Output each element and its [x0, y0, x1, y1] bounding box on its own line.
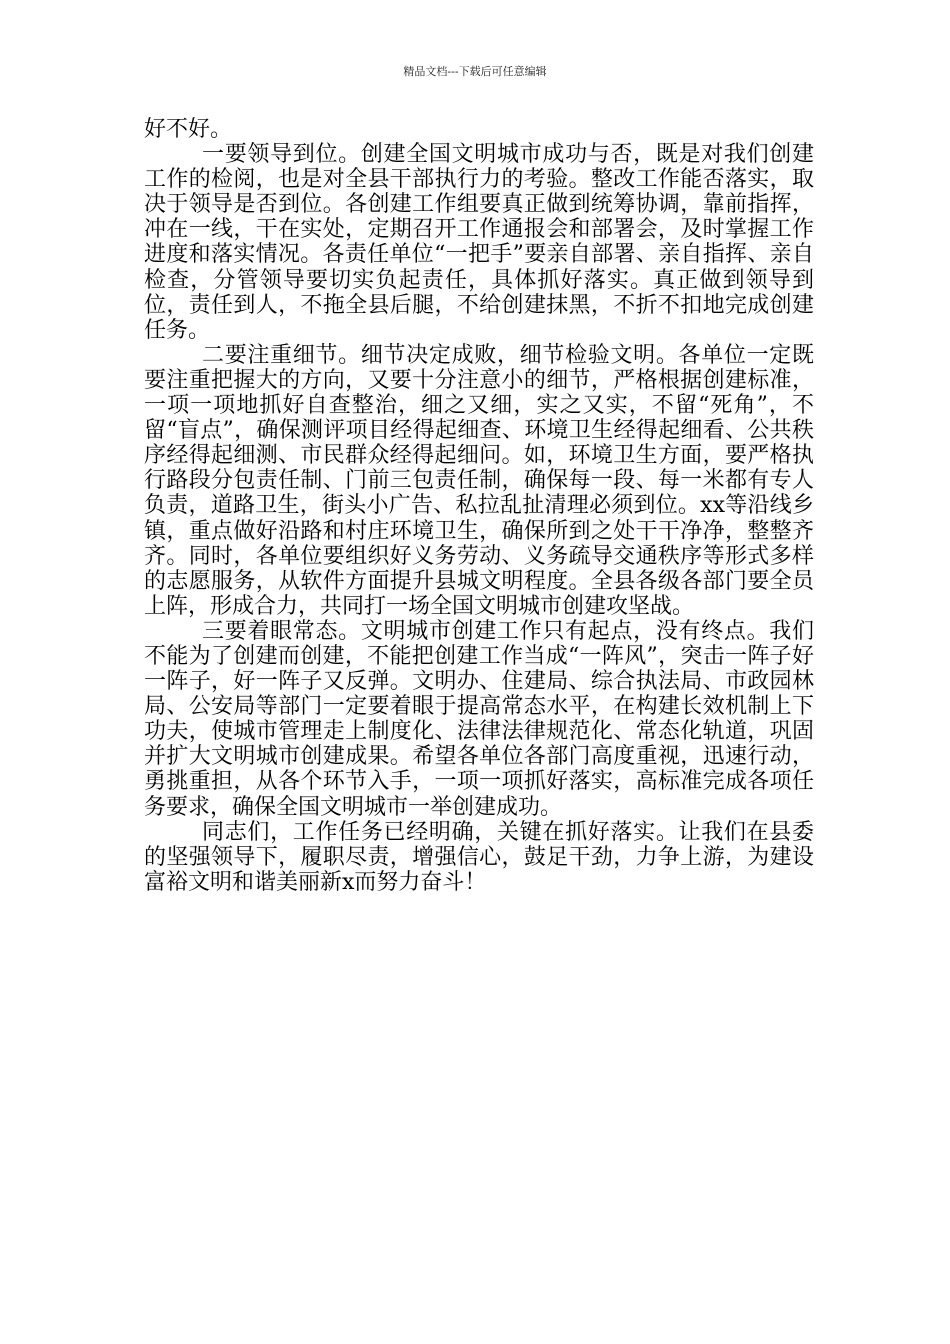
paragraph-continuation: 好不好。 — [144, 117, 233, 142]
paragraph-normalization: 三要着眼常态。文明城市创建工作只有起点，没有终点。我们不能为了创建而创建，不能把创建工作当成“一阵风”，突击一阵子好一阵子，好一阵子又反弹。文明办、住建局、综合执法局、市政园林局、公安局等部门一定要着眼于提高常态水平，在构建长效机制上下功夫，使城市管理走上制度化、法律法律规范化、常态化轨道，巩固并扩大文明城市创建成果。希望各单位各部门高度重视，迅速行动，勇挑重担，从各个环节入手，一项一项抓好落实，高标准完成各项任务要求，确保全国文明城市一举创建成功。 — [144, 618, 814, 820]
paragraph-details: 二要注重细节。细节决定成败，细节检验文明。各单位一定既要注重把握大的方向，又要十分注意小的细节，严格根据创建标准，一项一项地抓好自查整治，细之又细，实之又实，不留“死角”，不留“盲点”，确保测评项目经得起细查、环境卫生经得起细看、公共秩序经得起细测、市民群众经得起细问。如，环境卫生方面，要严格执行路段分包责任制、门前三包责任制，确保每一段、每一米都有专人负责，道路卫生，街头小广告、私拉乱扯清理必须到位。xx等沿线乡镇，重点做好沿路和村庄环境卫生，确保所到之处干干净净，整整齐齐。同时，各单位要组织好义务劳动、义务疏导交通秩序等形式多样的志愿服务，从软件方面提升县城文明程度。全县各级各部门要全员上阵，形成合力，共同打一场全国文明城市创建攻坚战。 — [144, 342, 814, 619]
document-body — [144, 117, 814, 895]
paragraph-closing: 同志们，工作任务已经明确，关键在抓好落实。让我们在县委的坚强领导下，履职尽责，增强信心，鼓足干劲，力争上游，为建设富裕文明和谐美丽新x而努力奋斗！ — [144, 819, 814, 895]
page-header: 精品文档---下载后可任意编辑 — [403, 65, 547, 78]
paragraph-leadership: 一要领导到位。创建全国文明城市成功与否，既是对我们创建工作的检阅，也是对全县干部执行力的考验。整改工作能否落实，取决于领导是否到位。各创建工作组要真正做到统筹协调，靠前指挥，冲在一线，干在实处，定期召开工作通报会和部署会，及时掌握工作进度和落实情况。各责任单位“一把手”要亲自部署、亲自指挥、亲自检查，分管领导要切实负起责任，具体抓好落实。真正做到领导到位，责任到人，不拖全县后腿，不给创建抹黑，不折不扣地完成创建任务。 — [144, 142, 814, 343]
